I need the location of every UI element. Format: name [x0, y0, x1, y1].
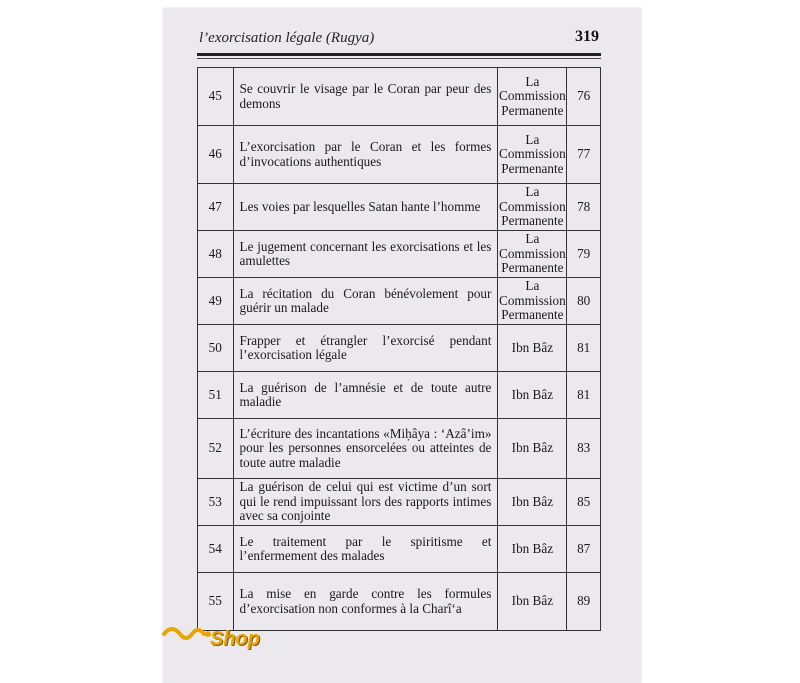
entry-page: 78	[577, 198, 591, 214]
entry-page-cell	[567, 325, 601, 372]
entry-title-cell	[233, 278, 498, 325]
entry-number-cell	[198, 479, 234, 526]
table-row	[198, 479, 601, 526]
entry-page-cell	[567, 479, 601, 526]
book-page	[163, 8, 641, 683]
entry-author-cell	[498, 573, 567, 631]
entry-page-cell	[567, 184, 601, 231]
entry-page: 79	[577, 245, 591, 261]
table-row	[198, 325, 601, 372]
entry-author-cell	[498, 278, 567, 325]
table-row	[198, 372, 601, 419]
entry-title: Les voies par lesquelles Satan hante l’homme	[239, 198, 481, 214]
shop-logo	[160, 620, 290, 664]
entry-author-cell	[498, 184, 567, 231]
entry-number: 51	[208, 386, 222, 402]
header-rule	[197, 53, 601, 56]
entry-author-cell	[498, 325, 567, 372]
entry-author: La Commission Permanente	[499, 73, 566, 118]
entry-page: 81	[577, 386, 591, 402]
entry-number: 52	[208, 440, 222, 456]
entry-title: Se couvrir le visage par le Coran par peur des demons	[239, 81, 492, 111]
entry-title-cell	[233, 126, 498, 184]
entry-author: Ibn Bâz	[511, 339, 554, 355]
entry-author-cell	[498, 68, 567, 126]
entry-title: La guérison de celui qui est victime d’un sort qui le rend impuissant lors des rapports intimes avec sa conjointe	[239, 479, 492, 524]
entry-author-cell	[498, 372, 567, 419]
entry-number-cell	[198, 68, 234, 126]
entry-author: Ibn Bâz	[511, 386, 554, 402]
entry-title-cell	[233, 184, 498, 231]
entry-page-cell	[567, 573, 601, 631]
header-rule-thin	[197, 58, 601, 59]
entry-author: La Commission Permanente	[499, 231, 566, 276]
entry-page: 83	[577, 440, 591, 456]
entry-title-cell	[233, 526, 498, 573]
entry-number: 54	[208, 540, 222, 556]
entry-page: 77	[577, 146, 591, 162]
table-row	[198, 419, 601, 479]
table-row	[198, 184, 601, 231]
entry-page-cell	[567, 372, 601, 419]
page-number: 319	[575, 28, 599, 45]
entry-author: Ibn Bâz	[511, 493, 554, 509]
entry-number: 55	[208, 593, 222, 609]
entry-page: 81	[577, 339, 591, 355]
entry-title: Le jugement concernant les exorcisations et les amulettes	[239, 238, 492, 268]
running-title: l’exorcisation légale (Rugya)	[199, 30, 375, 46]
entry-title-cell	[233, 479, 498, 526]
entry-author-cell	[498, 126, 567, 184]
entry-title: La mise en garde contre les formules d’exorcisation non conformes à la Charî‘a	[239, 586, 492, 616]
entry-title-cell	[233, 419, 498, 479]
entry-author: La Commission Permanente	[499, 184, 566, 229]
entry-title: La récitation du Coran bénévolement pour guérir un malade	[239, 285, 492, 315]
entry-author-cell	[498, 479, 567, 526]
entry-page: 87	[577, 540, 591, 556]
entry-number: 45	[208, 88, 222, 104]
entry-page: 80	[577, 292, 591, 308]
entry-page-cell	[567, 526, 601, 573]
entry-author: Ibn Bâz	[511, 440, 554, 456]
entry-title: La guérison de l’amnésie et de toute autre maladie	[239, 379, 492, 409]
entry-number-cell	[198, 126, 234, 184]
entry-number-cell	[198, 231, 234, 278]
entry-number-cell	[198, 325, 234, 372]
entry-number: 50	[208, 339, 222, 355]
entry-author: Ibn Bâz	[511, 593, 554, 609]
entry-title: L’écriture des incantations «Miḥâya : ‘Azâ’im» pour les personnes ensorcelées ou atteintes de toute autre maladie	[239, 425, 492, 470]
entry-number-cell	[198, 526, 234, 573]
entry-page: 85	[577, 493, 591, 509]
entry-number-cell	[198, 184, 234, 231]
entry-page-cell	[567, 126, 601, 184]
entry-author: La Commission Permanente	[499, 278, 566, 323]
contents-table	[197, 67, 601, 631]
table-row	[198, 68, 601, 126]
entry-number: 46	[208, 146, 222, 162]
table-row	[198, 278, 601, 325]
table-row	[198, 126, 601, 184]
entry-number: 47	[208, 198, 222, 214]
entry-number: 49	[208, 292, 222, 308]
entry-title: L’exorcisation par le Coran et les formes d’invocations authentiques	[239, 139, 492, 169]
entry-author-cell	[498, 419, 567, 479]
entry-title: Le traitement par le spiritisme et l’enfermement des malades	[239, 533, 492, 563]
entry-number: 48	[208, 245, 222, 261]
entry-author: La Commission Permenante	[499, 131, 566, 176]
entry-title-cell	[233, 325, 498, 372]
page-header	[199, 28, 599, 52]
entry-title: Frapper et étrangler l’exorcisé pendant l’exorcisation légale	[239, 332, 492, 362]
entry-number-cell	[198, 372, 234, 419]
entry-page: 89	[577, 593, 591, 609]
entry-page-cell	[567, 278, 601, 325]
entry-page-cell	[567, 231, 601, 278]
entry-page-cell	[567, 68, 601, 126]
entry-page: 76	[577, 88, 591, 104]
entry-author: Ibn Bâz	[511, 540, 554, 556]
entry-title-cell	[233, 231, 498, 278]
table-row	[198, 231, 601, 278]
entry-number: 53	[208, 493, 222, 509]
table-row	[198, 526, 601, 573]
entry-page-cell	[567, 419, 601, 479]
logo-text: Shop	[210, 628, 260, 650]
entry-author-cell	[498, 526, 567, 573]
entry-title-cell	[233, 372, 498, 419]
entry-author-cell	[498, 231, 567, 278]
entry-number-cell	[198, 419, 234, 479]
entry-number-cell	[198, 278, 234, 325]
entry-title-cell	[233, 68, 498, 126]
